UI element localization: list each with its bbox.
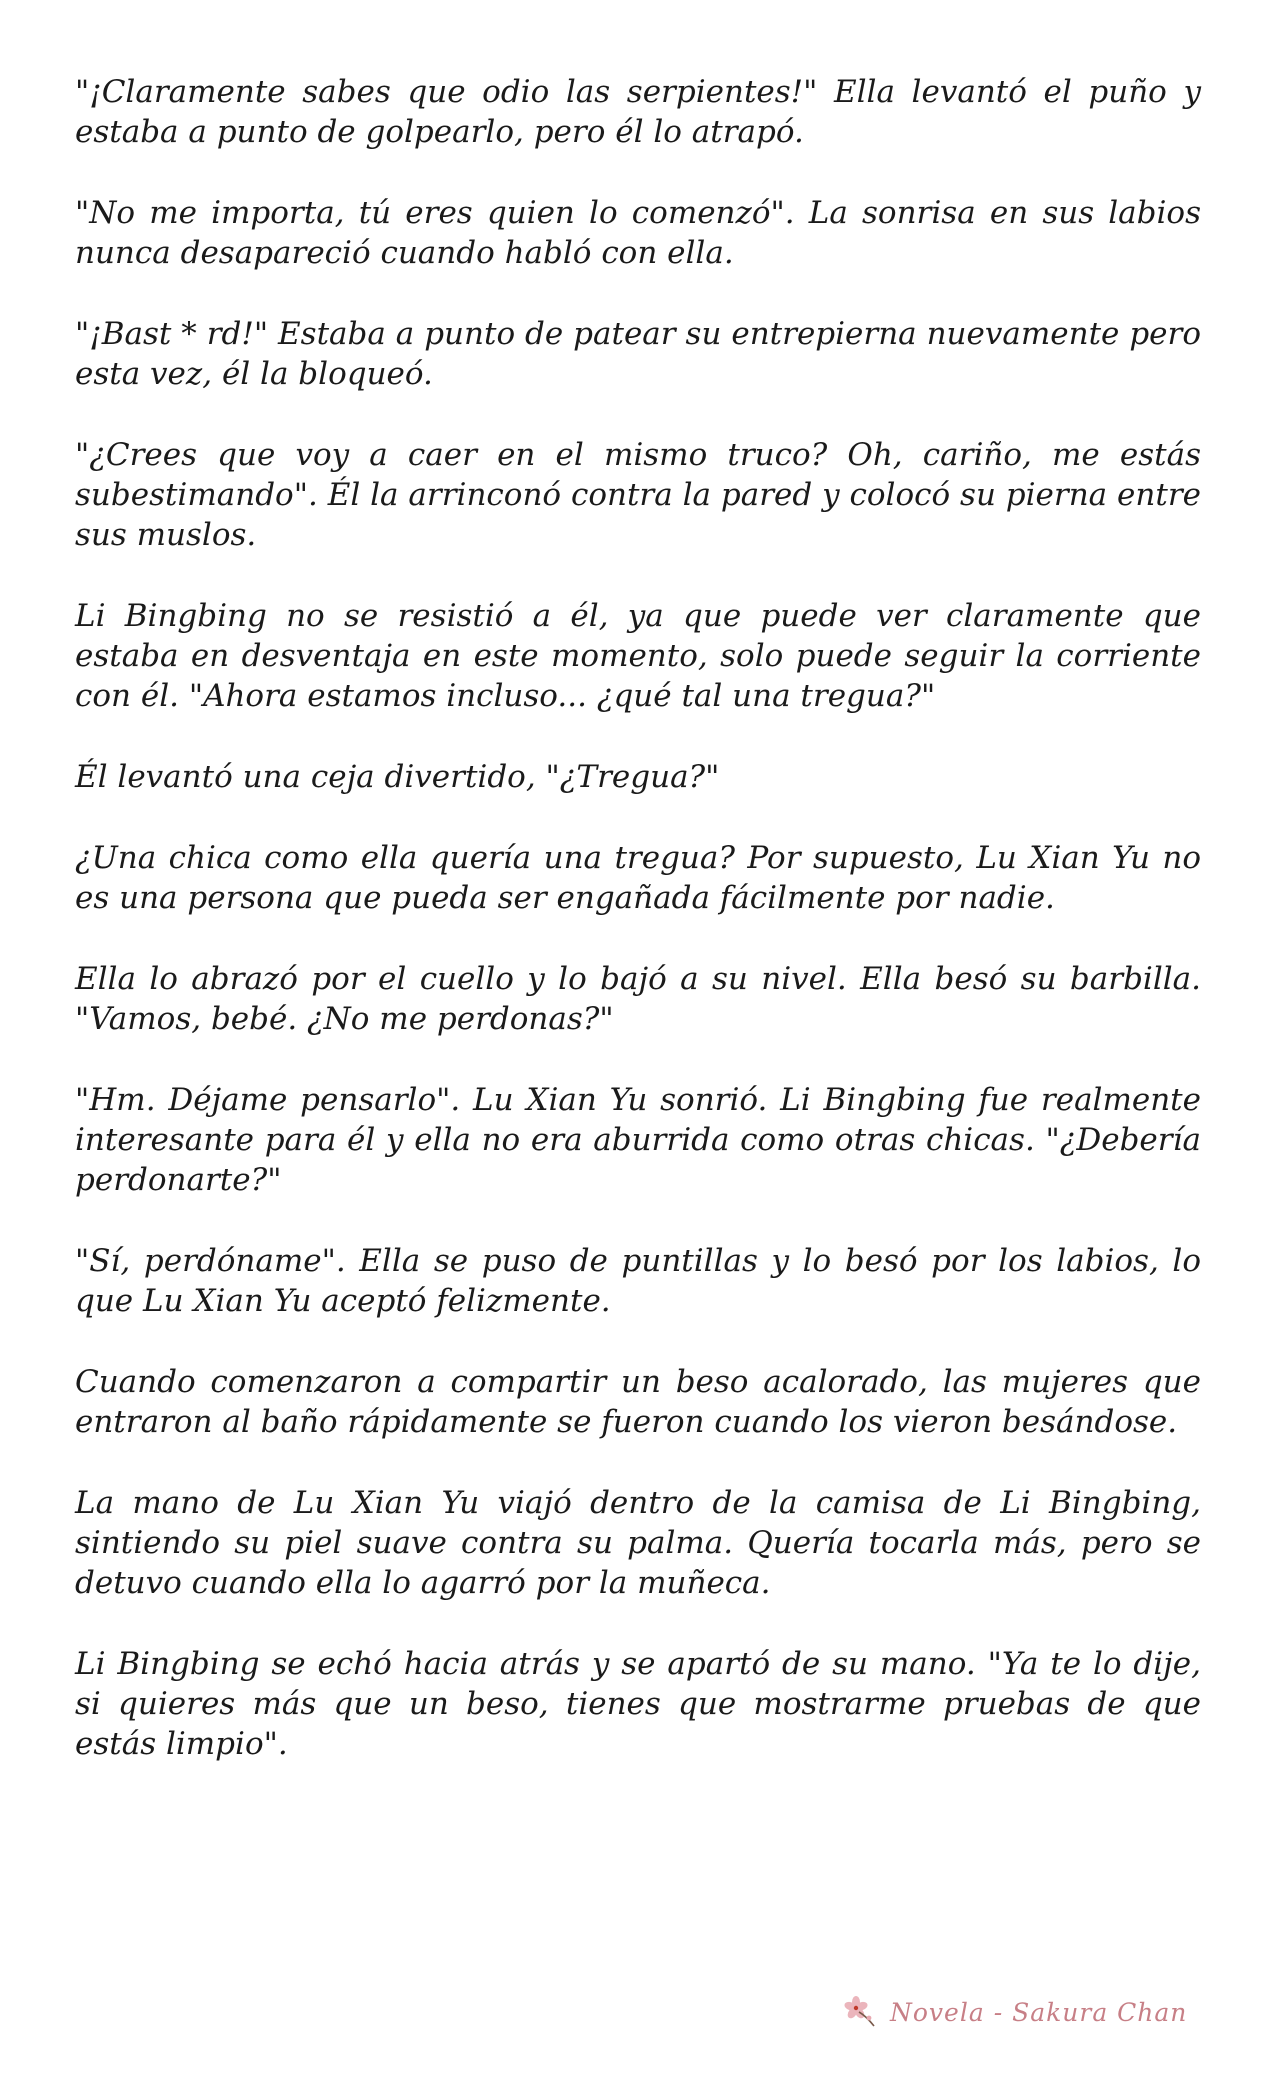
watermark-text: Novela - Sakura Chan <box>890 1997 1188 2027</box>
paragraph: Ella lo abrazó por el cuello y lo bajó a su nivel. Ella besó su barbilla. "Vamos, bebé. ¿No me perdonas?" <box>75 961 1201 1037</box>
paragraph: La mano de Lu Xian Yu viajó dentro de la camisa de Li Bingbing, sintiendo su piel suave contra su palma. Quería tocarla más, pero se detuvo cuando ella lo agarró por la muñeca. <box>75 1485 1201 1601</box>
paragraph: "Sí, perdóname". Ella se puso de puntillas y lo besó por los labios, lo que Lu Xian Yu aceptó felizmente. <box>75 1243 1201 1319</box>
paragraph: ¿Una chica como ella quería una tregua? Por supuesto, Lu Xian Yu no es una persona que pueda ser engañada fácilmente por nadie. <box>75 840 1201 916</box>
paragraph: Cuando comenzaron a compartir un beso acalorado, las mujeres que entraron al baño rápidamente se fueron cuando los vieron besándose. <box>75 1364 1201 1440</box>
paragraph: "¡Claramente sabes que odio las serpientes!" Ella levantó el puño y estaba a punto de golpearlo, pero él lo atrapó. <box>75 74 1201 150</box>
paragraph: "¡Bast * rd!" Estaba a punto de patear su entrepierna nuevamente pero esta vez, él la bloqueó. <box>75 316 1201 392</box>
watermark <box>842 1992 1222 2032</box>
sakura-flower-icon <box>842 1994 878 2030</box>
paragraph: Li Bingbing no se resistió a él, ya que puede ver claramente que estaba en desventaja en este momento, solo puede seguir la corriente con él. "Ahora estamos incluso... ¿qué tal una tregua?" <box>75 598 1201 714</box>
paragraph: Li Bingbing se echó hacia atrás y se apartó de su mano. "Ya te lo dije, si quieres más que un beso, tienes que mostrarme pruebas de que estás limpio". <box>75 1646 1201 1762</box>
paragraph: "No me importa, tú eres quien lo comenzó". La sonrisa en sus labios nunca desapareció cuando habló con ella. <box>75 195 1201 271</box>
paragraph: "Hm. Déjame pensarlo". Lu Xian Yu sonrió. Li Bingbing fue realmente interesante para él y ella no era aburrida como otras chicas. "¿Debería perdonarte?" <box>75 1082 1201 1198</box>
document-body <box>75 72 1201 1805</box>
paragraph: Él levantó una ceja divertido, "¿Tregua?" <box>75 759 720 795</box>
paragraph: "¿Crees que voy a caer en el mismo truco? Oh, cariño, me estás subestimando". Él la arrinconó contra la pared y colocó su pierna entre sus muslos. <box>75 437 1201 553</box>
